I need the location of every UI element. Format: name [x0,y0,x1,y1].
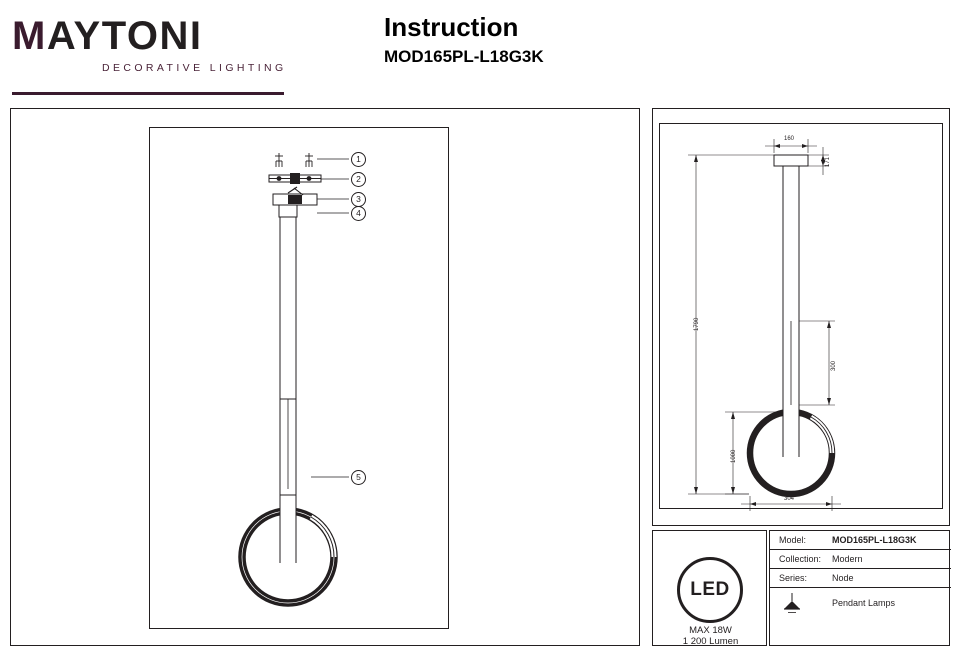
info-label-collection: Collection: [779,554,822,564]
info-row-type [770,588,951,618]
dimensions-panel [652,108,950,526]
model-code: MOD165PL-L18G3K [384,47,544,66]
dim-ring-height: 1000 [731,449,737,463]
led-badge-label: LED [690,579,730,600]
assembly-panel [10,108,640,646]
led-panel [652,530,767,646]
led-max-power: MAX 18W [689,625,732,636]
led-badge-circle [677,557,743,623]
product-info-panel [769,530,950,646]
dimensions-inner-frame [659,123,943,509]
brand-logo-text: MAYTONI [12,14,203,58]
info-row-model [770,531,951,550]
brand-logo [12,14,292,74]
assembly-inner-frame [149,127,449,629]
callout-5: 5 [351,470,366,485]
brand-underline [12,92,284,95]
page-header [0,0,960,100]
dim-ring-width: 304 [784,496,795,502]
info-row-series [770,569,951,588]
brand-tagline: DECORATIVE LIGHTING [102,62,287,74]
callout-4: 4 [351,206,366,221]
led-lumen: 1 200 Lumen [682,636,739,647]
info-label-model: Model: [779,535,807,545]
title-block [384,12,544,68]
info-value-series: Node [832,573,854,583]
dim-mid-height: 300 [831,360,837,371]
dim-total-height: 1790 [694,317,700,331]
callout-2: 2 [351,172,366,187]
dim-top-width: 160 [784,136,795,142]
callout-1: 1 [351,152,366,167]
dim-canopy-height: 171 [825,156,831,167]
info-value-model: MOD165PL-L18G3K [832,535,917,545]
page-title: Instruction [384,12,519,42]
info-row-collection [770,550,951,569]
pendant-lamp-icon [779,592,805,616]
info-value-type: Pendant Lamps [832,598,896,608]
info-value-collection: Modern [832,554,863,564]
callout-3: 3 [351,192,366,207]
info-label-series: Series: [779,573,808,583]
